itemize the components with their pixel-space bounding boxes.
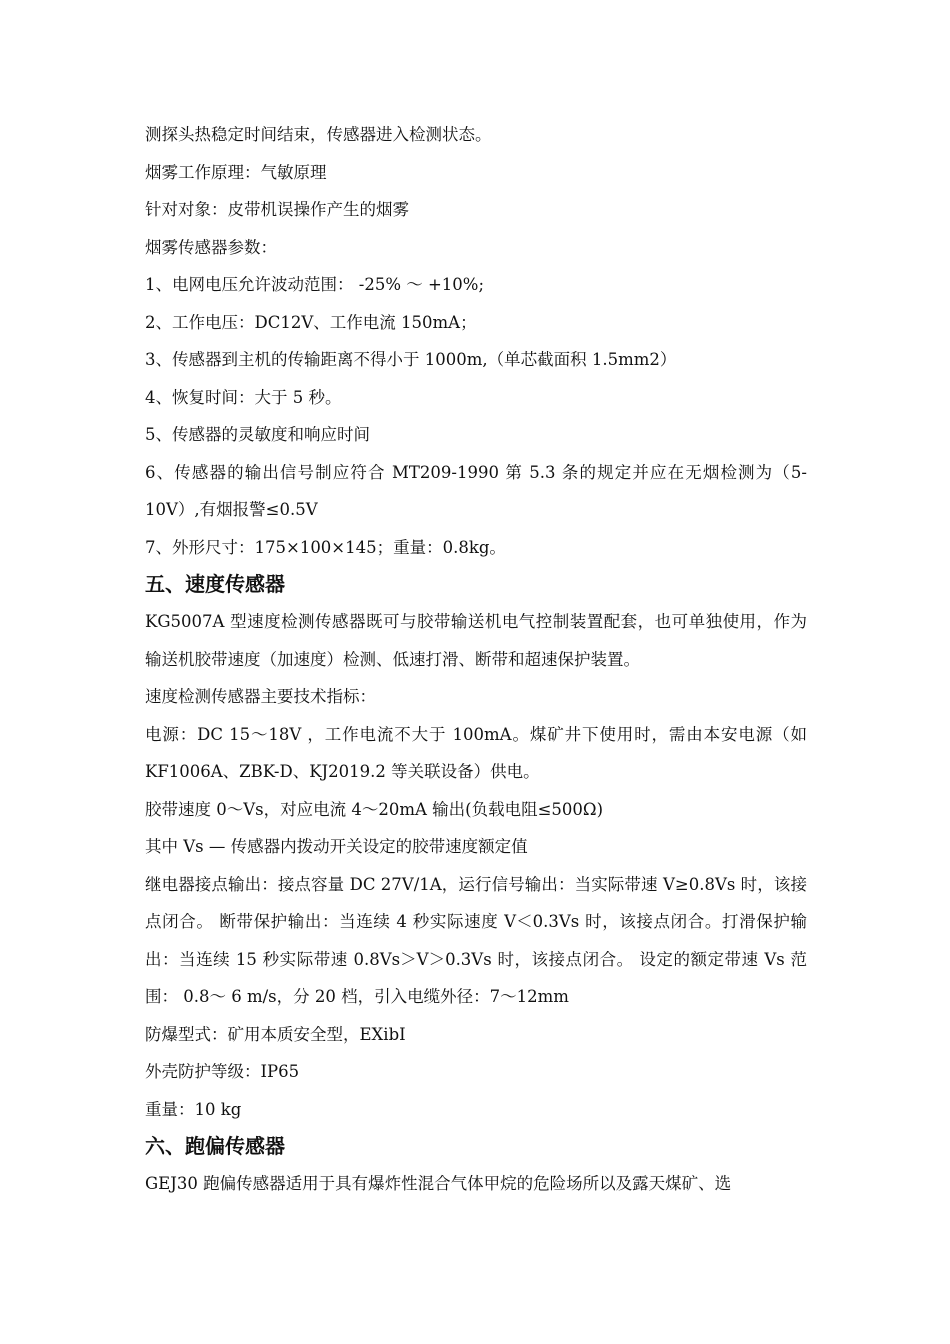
list-item-recovery-time: 4、恢复时间：大于 5 秒。 bbox=[145, 387, 342, 407]
paragraph-power-supply: 电源：DC 15～18V ，工作电流不大于 100mA。煤矿井下使用时，需由本安电源（如 KF1006A、ZBK-D、KJ2019.2 等关联设备）供电。 bbox=[145, 724, 807, 781]
paragraph-protection-rating: 外壳防护等级：IP65 bbox=[145, 1062, 300, 1081]
list-item-dimensions: 7、外形尺寸：175×100×145；重量：0.8kg。 bbox=[145, 537, 506, 557]
list-item-output-signal: 6、传感器的输出信号制应符合 MT209-1990 第 5.3 条的规定并应在无烟检测为（5-10V）,有烟报警≤0.5V bbox=[145, 462, 807, 519]
list-item-voltage-range: 1、电网电压允许波动范围： -25% ～ +10%; bbox=[145, 275, 485, 294]
section-heading-deviation-sensor: 六、跑偏传感器 bbox=[145, 1134, 285, 1158]
list-item-sensitivity: 5、传感器的灵敏度和响应时间 bbox=[145, 425, 370, 444]
paragraph-smoke-target: 针对对象：皮带机误操作产生的烟雾 bbox=[145, 200, 409, 219]
paragraph-weight: 重量：10 kg bbox=[145, 1099, 242, 1119]
paragraph-belt-speed-output: 胶带速度 0～Vs，对应电流 4～20mA 输出(负载电阻≤500Ω) bbox=[145, 799, 604, 819]
paragraph-speed-specs-title: 速度检测传感器主要技术指标： bbox=[145, 687, 376, 706]
section-heading-speed-sensor: 五、速度传感器 bbox=[145, 572, 285, 596]
paragraph-smoke-principle: 烟雾工作原理：气敏原理 bbox=[145, 162, 327, 182]
paragraph-vs-definition: 其中 Vs — 传感器内拨动开关设定的胶带速度额定值 bbox=[145, 837, 528, 856]
paragraph-deviation-sensor-intro: GEJ30 跑偏传感器适用于具有爆炸性混合气体甲烷的危险场所以及露天煤矿、选 bbox=[145, 1174, 732, 1193]
document-page bbox=[145, 116, 807, 1203]
paragraph-speed-sensor-intro: KG5007A 型速度检测传感器既可与胶带输送机电气控制装置配套，也可单独使用，作为输送机胶带速度（加速度）检测、低速打滑、断带和超速保护装置。 bbox=[145, 612, 807, 669]
paragraph-thermal-stability: 测探头热稳定时间结束，传感器进入检测状态。 bbox=[145, 125, 492, 144]
paragraph-smoke-params-title: 烟雾传感器参数： bbox=[145, 237, 277, 257]
paragraph-explosion-proof: 防爆型式：矿用本质安全型，EXibI bbox=[145, 1024, 406, 1044]
list-item-working-voltage: 2、工作电压：DC12V、工作电流 150mA； bbox=[145, 312, 477, 332]
paragraph-relay-output: 继电器接点输出：接点容量 DC 27V/1A，运行信号输出：当实际带速 V≥0.8Vs 时，该接点闭合。 断带保护输出：当连续 4 秒实际速度 V＜0.3Vs 时，该接点闭合。打滑保护输出：当连续 15 秒实际带速 0.8Vs＞V＞0.3Vs 时，该接点闭合。 设定的额定带速 Vs 范围： 0.8～ 6 m/s，分 20 档，引入电缆外径：7～12mm bbox=[145, 874, 807, 1006]
list-item-transmission-distance: 3、传感器到主机的传输距离不得小于 1000m,（单芯截面积 1.5mm2） bbox=[145, 350, 677, 369]
